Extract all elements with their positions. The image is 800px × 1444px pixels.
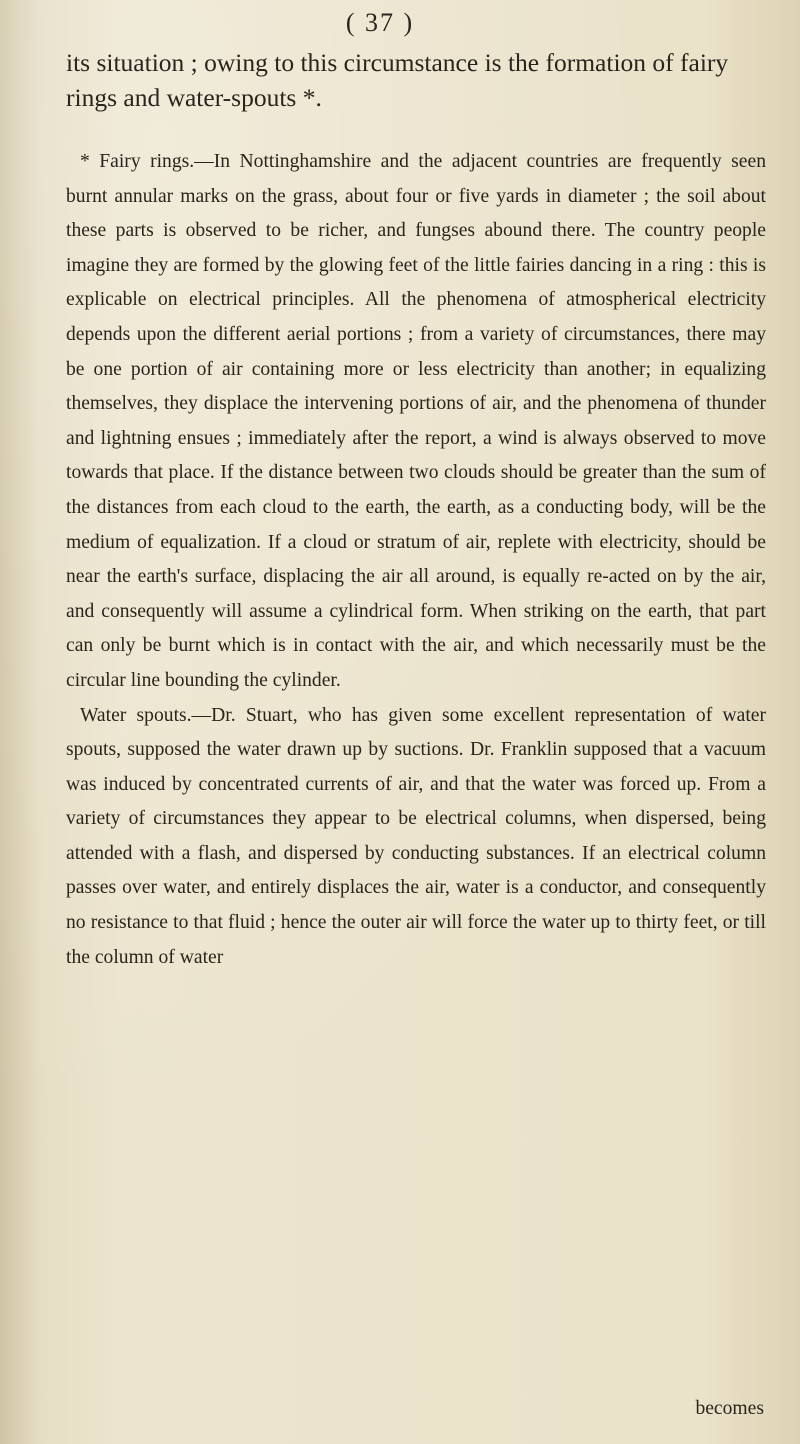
footnote-fairy-rings: * Fairy rings.—In Nottinghamshire and the adjacent countries are frequently seen burnt annular marks on the grass, about four or five yards in diameter ; the soil about these parts is observed to be richer, and fungses abound there. The country people imagine they are formed by the glowing feet of the little fairies dancing in a ring : this is explicable on electrical principles. All the phenomena of atmospherical electricity depends upon the different aerial portions ; from a variety of circumstances, there may be one portion of air containing more or less electricity than another; in equalizing themselves, they displace the intervening portions of air, and the phenomena of thunder and lightning ensues ; immediately after the report, a wind is always observed to move towards that place. If the distance between two clouds should be greater than the sum of the distances from each cloud to the earth, the earth, as a conducting body, will be the medium of equalization. If a cloud or stratum of air, replete with electricity, should be near the earth's surface, displacing the air all around, is equally re-acted on by the air, and consequently will assume a cylindrical form. When striking on the earth, that part can only be burnt which is in contact with the air, and which necessarily must be the circular line bounding the cylinder. bbox=[66, 151, 766, 691]
footnote-water-spouts: Water spouts.—Dr. Stuart, who has given some excellent representation of water spouts, supposed the water drawn up by suctions. Dr. Franklin supposed that a vacuum was induced by concentrated currents of air, and that the water was forced up. From a variety of circumstances they appear to be electrical columns, when dispersed, being attended with a flash, and dispersed by conducting substances. If an electrical column passes over water, and entirely displaces the air, water is a conductor, and consequently no resistance to that fluid ; hence the outer air will force the water up to thirty feet, or till the column of water bbox=[66, 704, 766, 968]
catchword: becomes bbox=[695, 1398, 764, 1419]
page-number: ( 37 ) bbox=[345, 8, 415, 37]
footnote bbox=[66, 145, 766, 975]
main-text: its situation ; owing to this circumstance is the formation of fairy rings and water-spouts *. bbox=[66, 48, 729, 112]
